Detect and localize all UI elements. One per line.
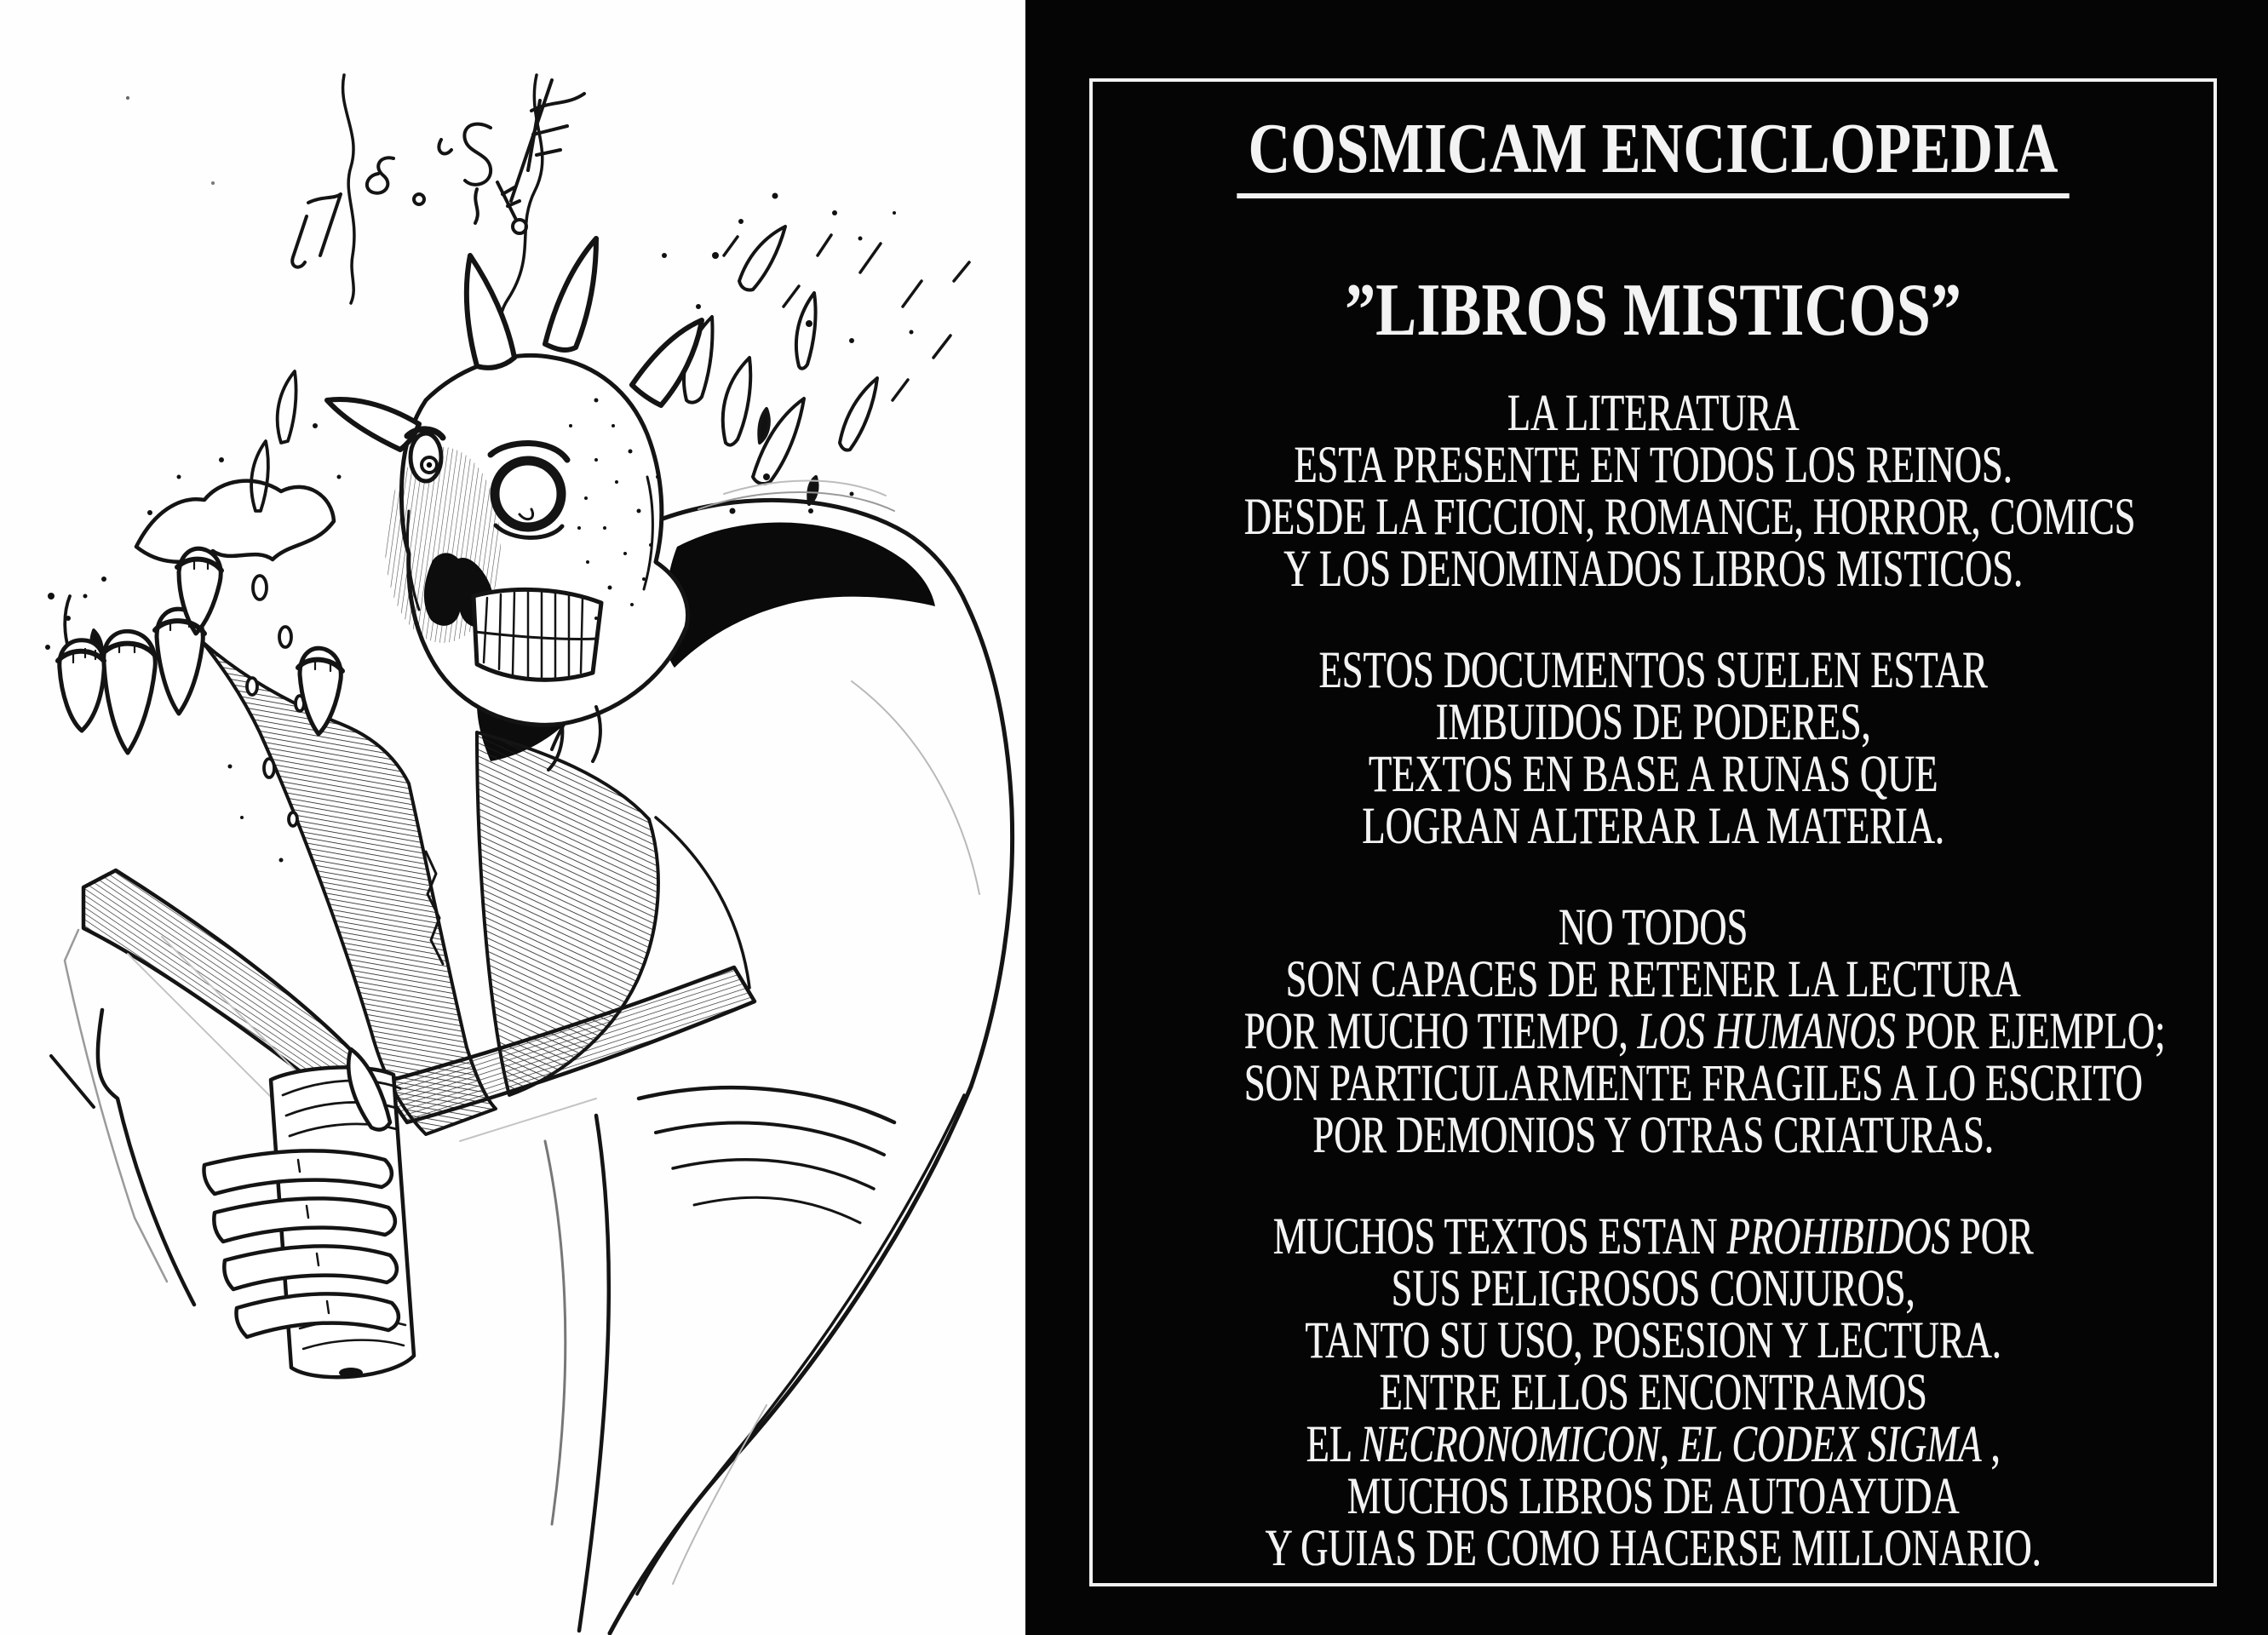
- text-line: Y GUIAS DE COMO HACERSE MILLONARIO.: [1265, 1520, 2041, 1577]
- text-line: ENTRE ELLOS ENCONTRAMOS: [1379, 1364, 1927, 1421]
- text-line: ESTA PRESENTE EN TODOS LOS REINOS.: [1294, 437, 2012, 494]
- text-line: DESDE LA FICCION, ROMANCE, HORROR, COMICS: [1243, 489, 2136, 546]
- panel-paragraphs: [1243, 385, 2166, 1577]
- text-line: NO TODOS: [1558, 899, 1748, 956]
- text-line: LA LITERATURA: [1507, 385, 1800, 442]
- text-line: SUS PELIGROSOS CONJUROS,: [1391, 1260, 1915, 1317]
- panel-frame: [1089, 78, 2217, 1586]
- text-line: LOGRAN ALTERAR LA MATERIA.: [1362, 798, 1944, 855]
- grinning-teeth: [474, 589, 601, 680]
- text-line: MUCHOS TEXTOS ESTAN PROHIBIDOS POR: [1272, 1208, 2034, 1265]
- text-line: POR MUCHO TIEMPO, LOS HUMANOS POR EJEMPLO;: [1243, 1003, 2166, 1060]
- text-line: Y LOS DENOMINADOS LIBROS MISTICOS.: [1283, 541, 2023, 598]
- text-line: ESTOS DOCUMENTOS SUELEN ESTAR: [1318, 642, 1988, 699]
- text-line: TEXTOS EN BASE A RUNAS QUE: [1368, 746, 1938, 803]
- text-line: SON PARTICULARMENTE FRAGILES A LO ESCRITO: [1243, 1055, 2143, 1112]
- page-subtitle: ”LIBROS MISTICOS”: [1345, 269, 1961, 352]
- text-line: SON CAPACES DE RETENER LA LECTURA: [1285, 951, 2021, 1008]
- encyclopedia-panel: [1025, 0, 2268, 1635]
- paragraph: [1243, 899, 2166, 1164]
- demon-reading-illustration: [0, 0, 1025, 1635]
- text-line: MUCHOS LIBROS DE AUTOAYUDA: [1346, 1468, 1960, 1525]
- page-title: [1193, 111, 2112, 198]
- text-line: IMBUIDOS DE PODERES,: [1435, 694, 1871, 751]
- paragraph: [1244, 642, 2063, 855]
- text-line: POR DEMONIOS Y OTRAS CRIATURAS.: [1312, 1107, 1994, 1164]
- page-title-text: COSMICAM ENCICLOPEDIA: [1237, 113, 2069, 198]
- paragraph: [1243, 385, 2136, 598]
- illustration-area: [0, 0, 1025, 1635]
- paragraph: [1244, 1208, 2063, 1577]
- text-line: TANTO SU USO, POSESION Y LECTURA.: [1305, 1312, 2001, 1369]
- text-line: EL NECRONOMICON, EL CODEX SIGMA ,: [1306, 1416, 2001, 1473]
